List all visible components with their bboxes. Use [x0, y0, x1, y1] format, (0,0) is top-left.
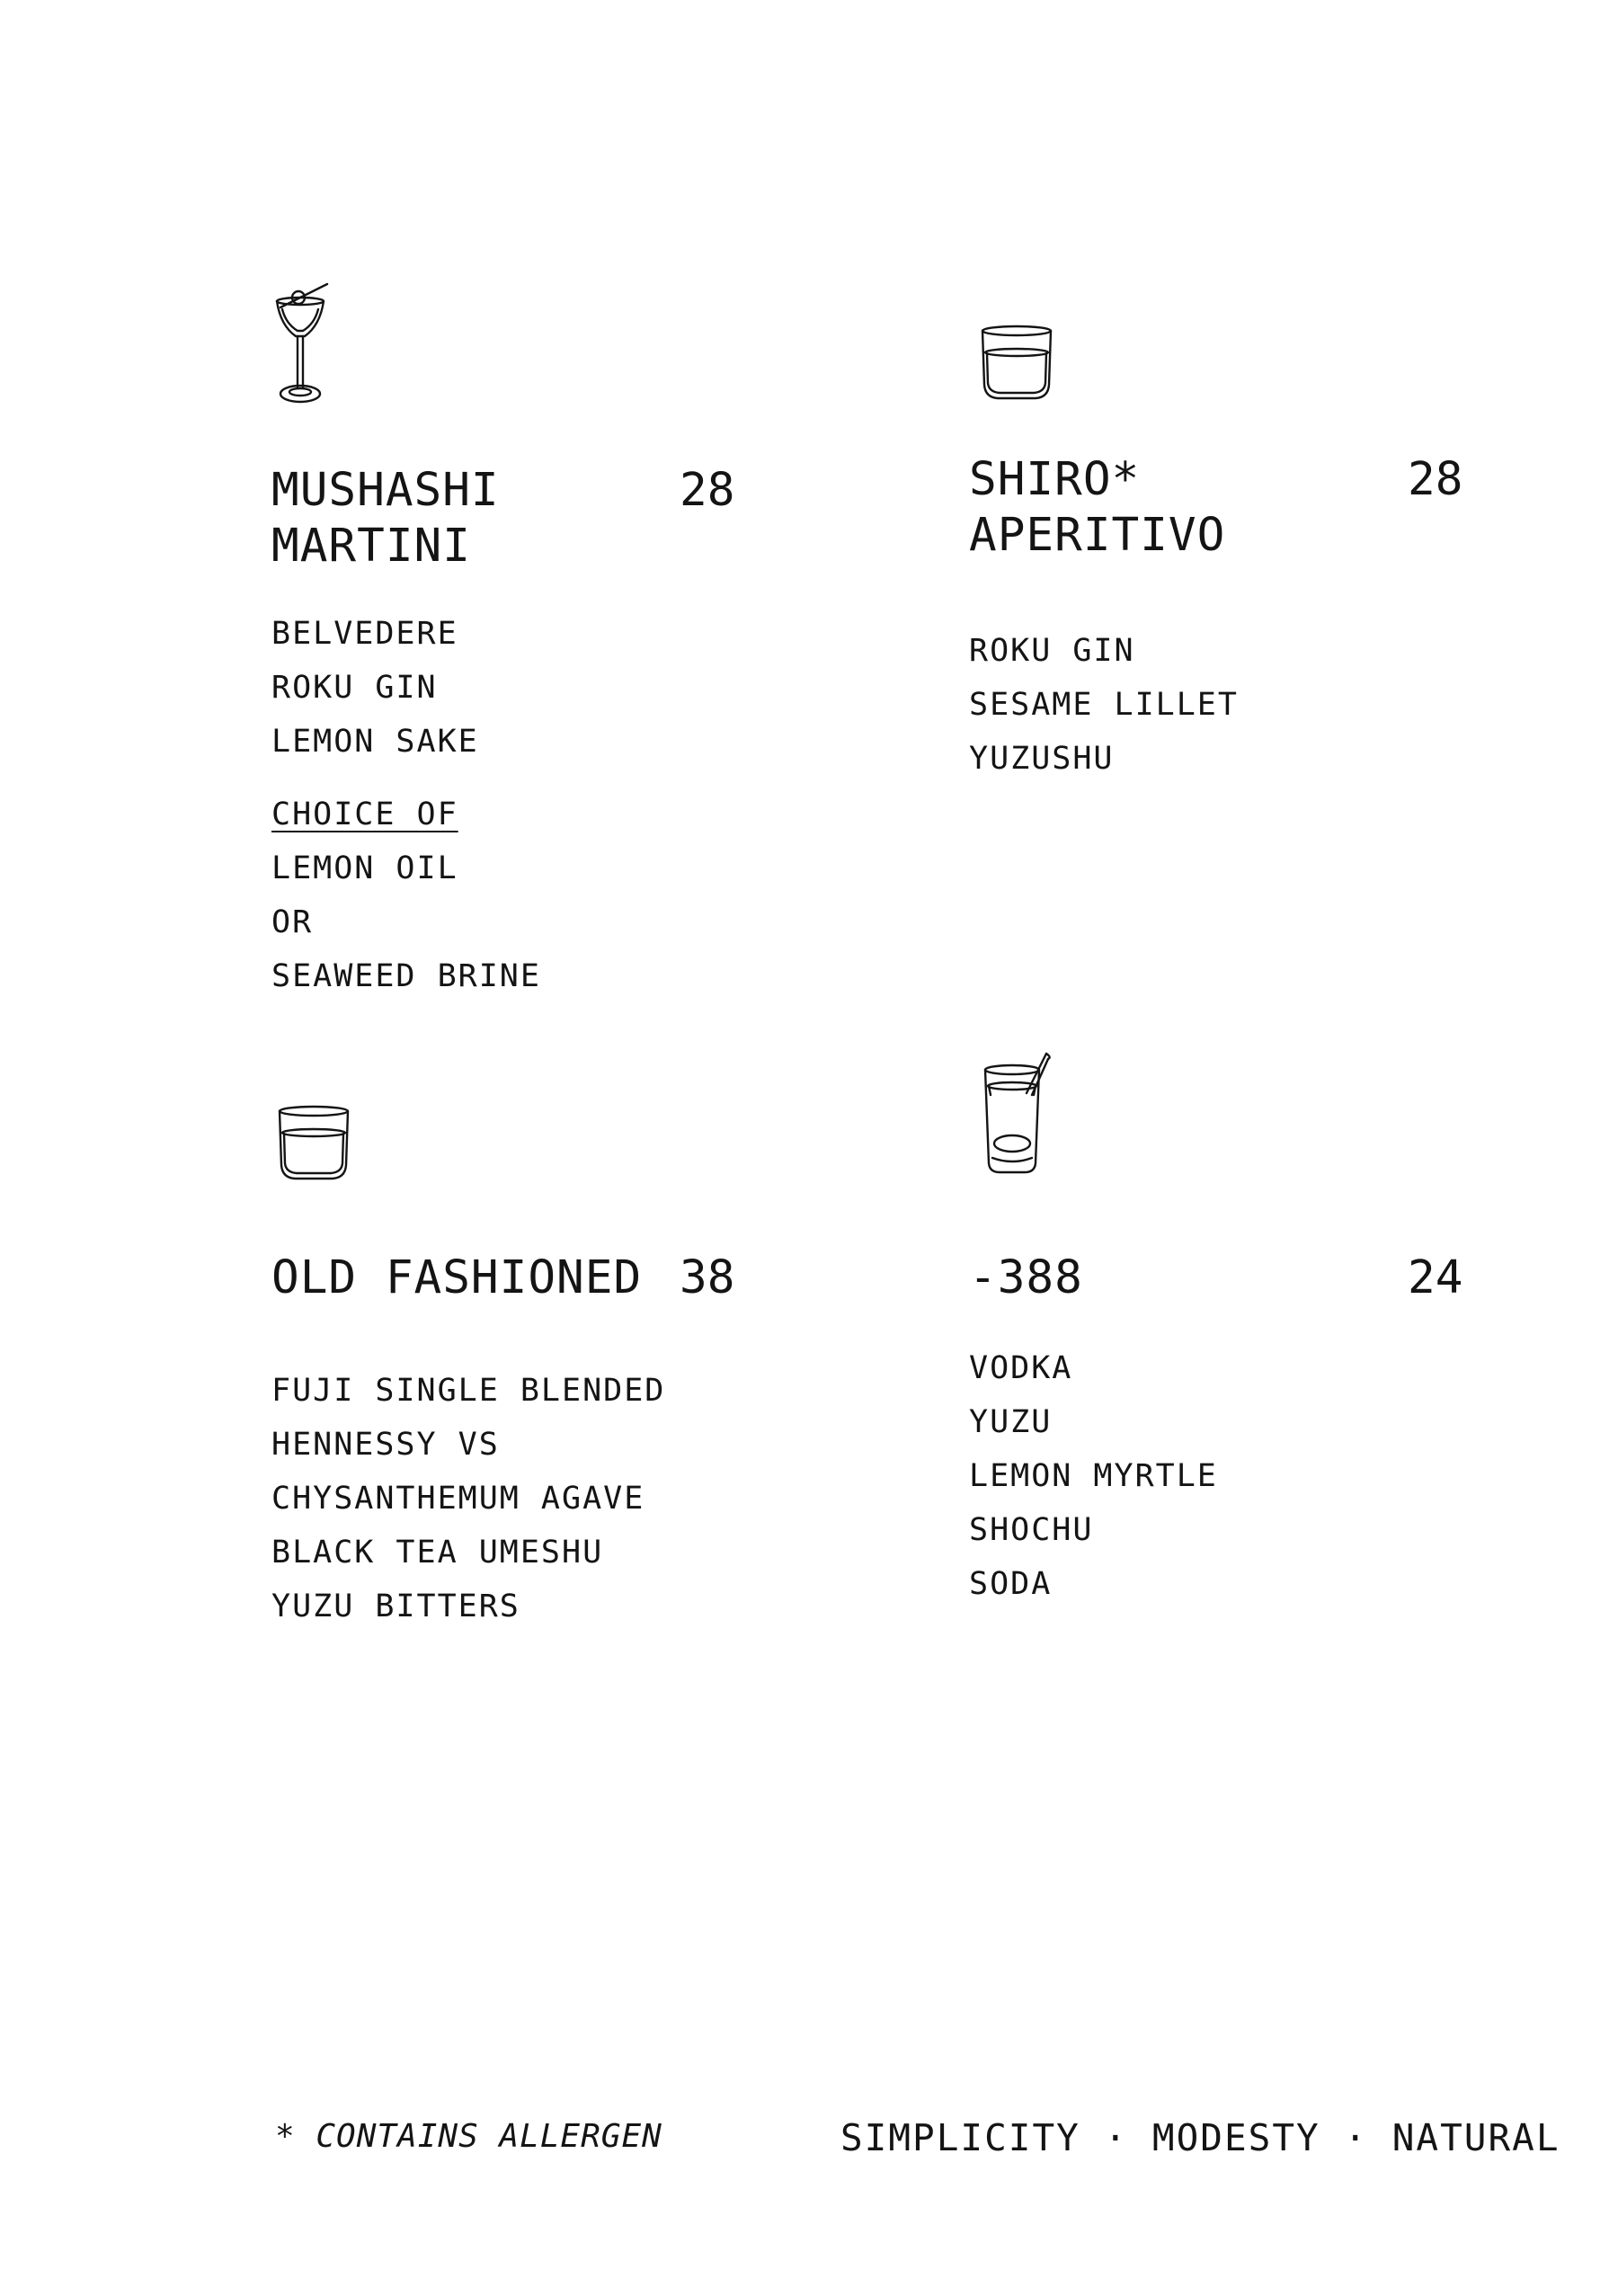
allergen-note: * CONTAINS ALLERGEN — [275, 2118, 662, 2155]
choice-option: OR — [271, 904, 314, 940]
drink-name-shiro-aperitivo: SHIRO* APERITIVO — [969, 453, 1226, 562]
drink-price-old-fashioned: 38 — [680, 1251, 735, 1304]
ingredient-item: LEMON MYRTLE — [969, 1458, 1218, 1494]
drink-name-388: -388 — [969, 1251, 1083, 1304]
ingredient-item: YUZUSHU — [969, 741, 1115, 777]
ingredient-item: VODKA — [969, 1350, 1073, 1386]
ingredient-item: BLACK TEA UMESHU — [271, 1535, 604, 1571]
ingredient-item: LEMON SAKE — [271, 724, 479, 760]
ingredient-item: YUZU BITTERS — [271, 1589, 520, 1624]
drink-price-388: 24 — [1408, 1251, 1463, 1304]
drink-name-old-fashioned: OLD FASHIONED — [271, 1251, 643, 1304]
ingredient-list-old-fashioned — [271, 1364, 665, 1633]
choice-option: SEAWEED BRINE — [271, 958, 541, 994]
ingredient-item: HENNESSY VS — [271, 1427, 500, 1463]
ingredient-item: FUJI SINGLE BLENDED — [271, 1373, 666, 1409]
ingredient-item: SODA — [969, 1566, 1053, 1602]
ingredient-item: SESAME LILLET — [969, 687, 1239, 723]
drink-name-mushashi-martini: MUSHASHI MARTINI — [271, 464, 500, 573]
brand-motto: SIMPLICITY · MODESTY · NATURAL — [840, 2116, 1560, 2159]
ingredient-item: YUZU — [969, 1404, 1053, 1440]
choice-heading: CHOICE OF — [271, 796, 458, 832]
garnish-choice-mushashi-martini — [271, 788, 541, 1003]
drink-price-mushashi-martini: 28 — [680, 464, 735, 517]
ingredient-list-mushashi-martini — [271, 607, 479, 769]
highball-glass-icon — [982, 1050, 1053, 1178]
ingredient-item: SHOCHU — [969, 1512, 1094, 1548]
ingredient-item: ROKU GIN — [271, 670, 438, 706]
drink-price-shiro-aperitivo: 28 — [1408, 453, 1463, 506]
rocks-glass-icon — [980, 324, 1053, 403]
ingredient-list-shiro-aperitivo — [969, 624, 1239, 786]
ingredient-item: BELVEDERE — [271, 616, 458, 652]
ingredient-item: CHYSANTHEMUM AGAVE — [271, 1481, 645, 1517]
choice-option: LEMON OIL — [271, 850, 458, 886]
ingredient-list-388 — [969, 1341, 1218, 1611]
rocks-glass-icon — [277, 1104, 351, 1183]
martini-glass-icon — [268, 280, 333, 406]
ingredient-item: ROKU GIN — [969, 633, 1135, 669]
